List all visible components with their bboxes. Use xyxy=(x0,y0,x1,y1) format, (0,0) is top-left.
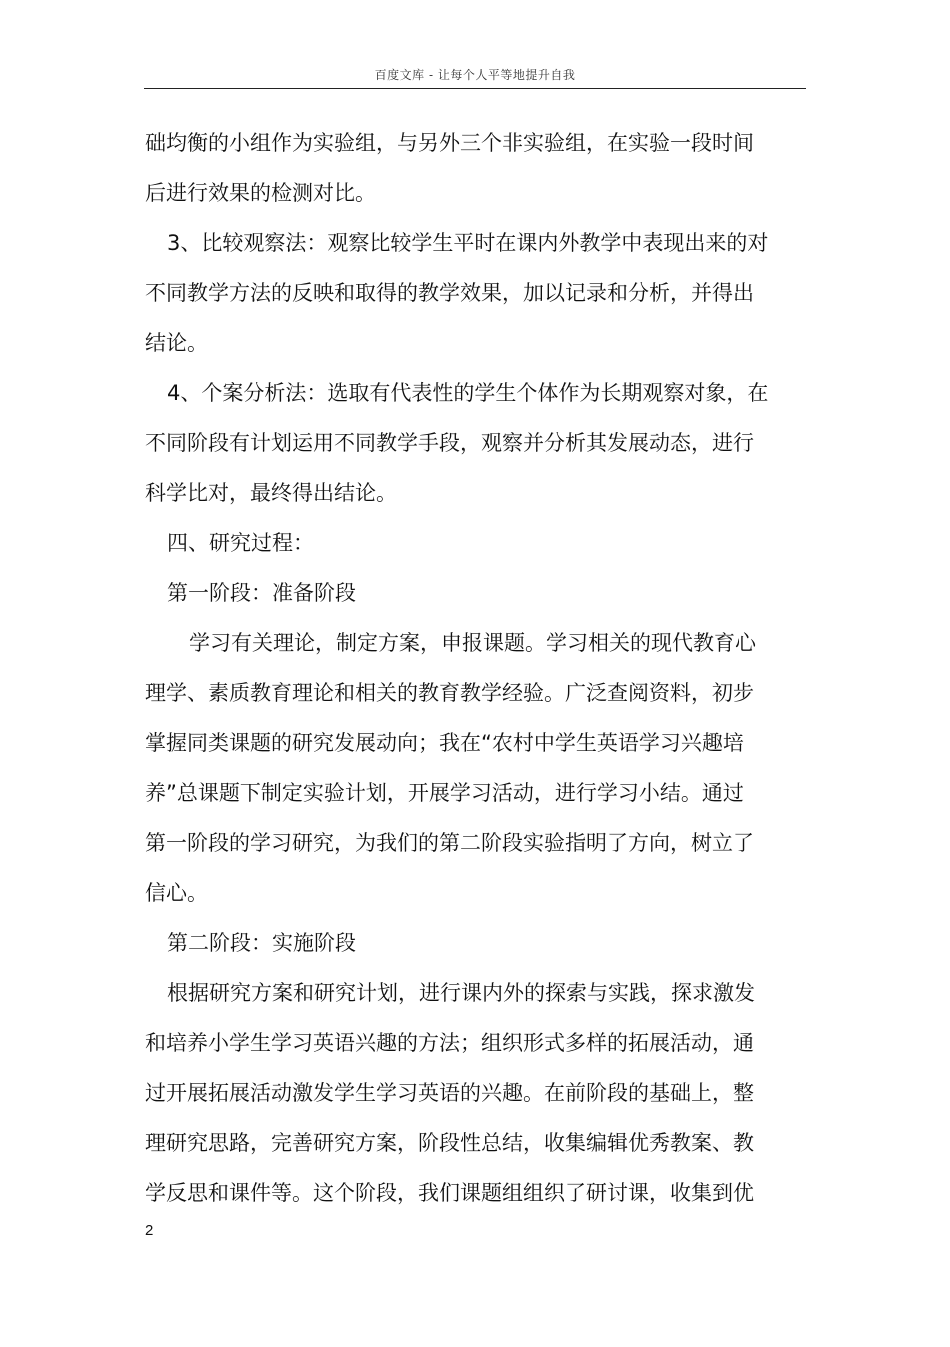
text-line: 养”总课题下制定实验计划，开展学习活动，进行学习小结。通过 xyxy=(145,781,744,805)
text-line: 第二阶段：实施阶段 xyxy=(167,931,356,955)
text-line: 结论。 xyxy=(145,331,208,355)
text-line: 学习有关理论，制定方案，申报课题。学习相关的现代教育心 xyxy=(189,631,756,655)
header-text: 百度文库 - 让每个人平等地提升自我 xyxy=(374,68,576,82)
page-header xyxy=(144,66,806,89)
text-line: 四、研究过程： xyxy=(167,531,314,555)
text-line: 第一阶段：准备阶段 xyxy=(167,581,356,605)
page-number: 2 xyxy=(145,1222,154,1239)
stage-heading-preparation xyxy=(145,568,775,618)
document-body xyxy=(145,118,775,1218)
text-line: 不同教学方法的反映和取得的教学效果，加以记录和分析，并得出 xyxy=(145,281,754,305)
stage-heading-implementation xyxy=(145,918,775,968)
text-line: 础均衡的小组作为实验组，与另外三个非实验组，在实验一段时间 xyxy=(145,131,754,155)
text-line: 3、比较观察法：观察比较学生平时在课内外教学中表现出来的对 xyxy=(167,231,769,255)
text-line: 过开展拓展活动激发学生学习英语的兴趣。在前阶段的基础上，整 xyxy=(145,1081,754,1105)
paragraph-preparation xyxy=(145,618,775,918)
paragraph-case-analysis xyxy=(145,368,775,518)
text-line: 学反思和课件等。这个阶段，我们课题组组织了研讨课，收集到优 xyxy=(145,1181,754,1205)
text-line: 不同阶段有计划运用不同教学手段，观察并分析其发展动态，进行 xyxy=(145,431,754,455)
text-line: 根据研究方案和研究计划，进行课内外的探索与实践，探求激发 xyxy=(167,981,755,1005)
paragraph-implementation xyxy=(145,968,775,1218)
text-line: 后进行效果的检测对比。 xyxy=(145,181,376,205)
paragraph-continuation xyxy=(145,118,775,218)
text-line: 理研究思路，完善研究方案，阶段性总结，收集编辑优秀教案、教 xyxy=(145,1131,754,1155)
text-line: 掌握同类课题的研究发展动向；我在“农村中学生英语学习兴趣培 xyxy=(145,731,744,755)
paragraph-comparative-observation xyxy=(145,218,775,368)
text-line: 科学比对，最终得出结论。 xyxy=(145,481,397,505)
text-line: 理学、素质教育理论和相关的教育教学经验。广泛查阅资料，初步 xyxy=(145,681,754,705)
text-line: 第一阶段的学习研究，为我们的第二阶段实验指明了方向，树立了 xyxy=(145,831,754,855)
text-line: 4、个案分析法：选取有代表性的学生个体作为长期观察对象，在 xyxy=(167,381,769,405)
section-heading-research-process xyxy=(145,518,775,568)
text-line: 和培养小学生学习英语兴趣的方法；组织形式多样的拓展活动，通 xyxy=(145,1031,754,1055)
text-line: 信心。 xyxy=(145,881,208,905)
